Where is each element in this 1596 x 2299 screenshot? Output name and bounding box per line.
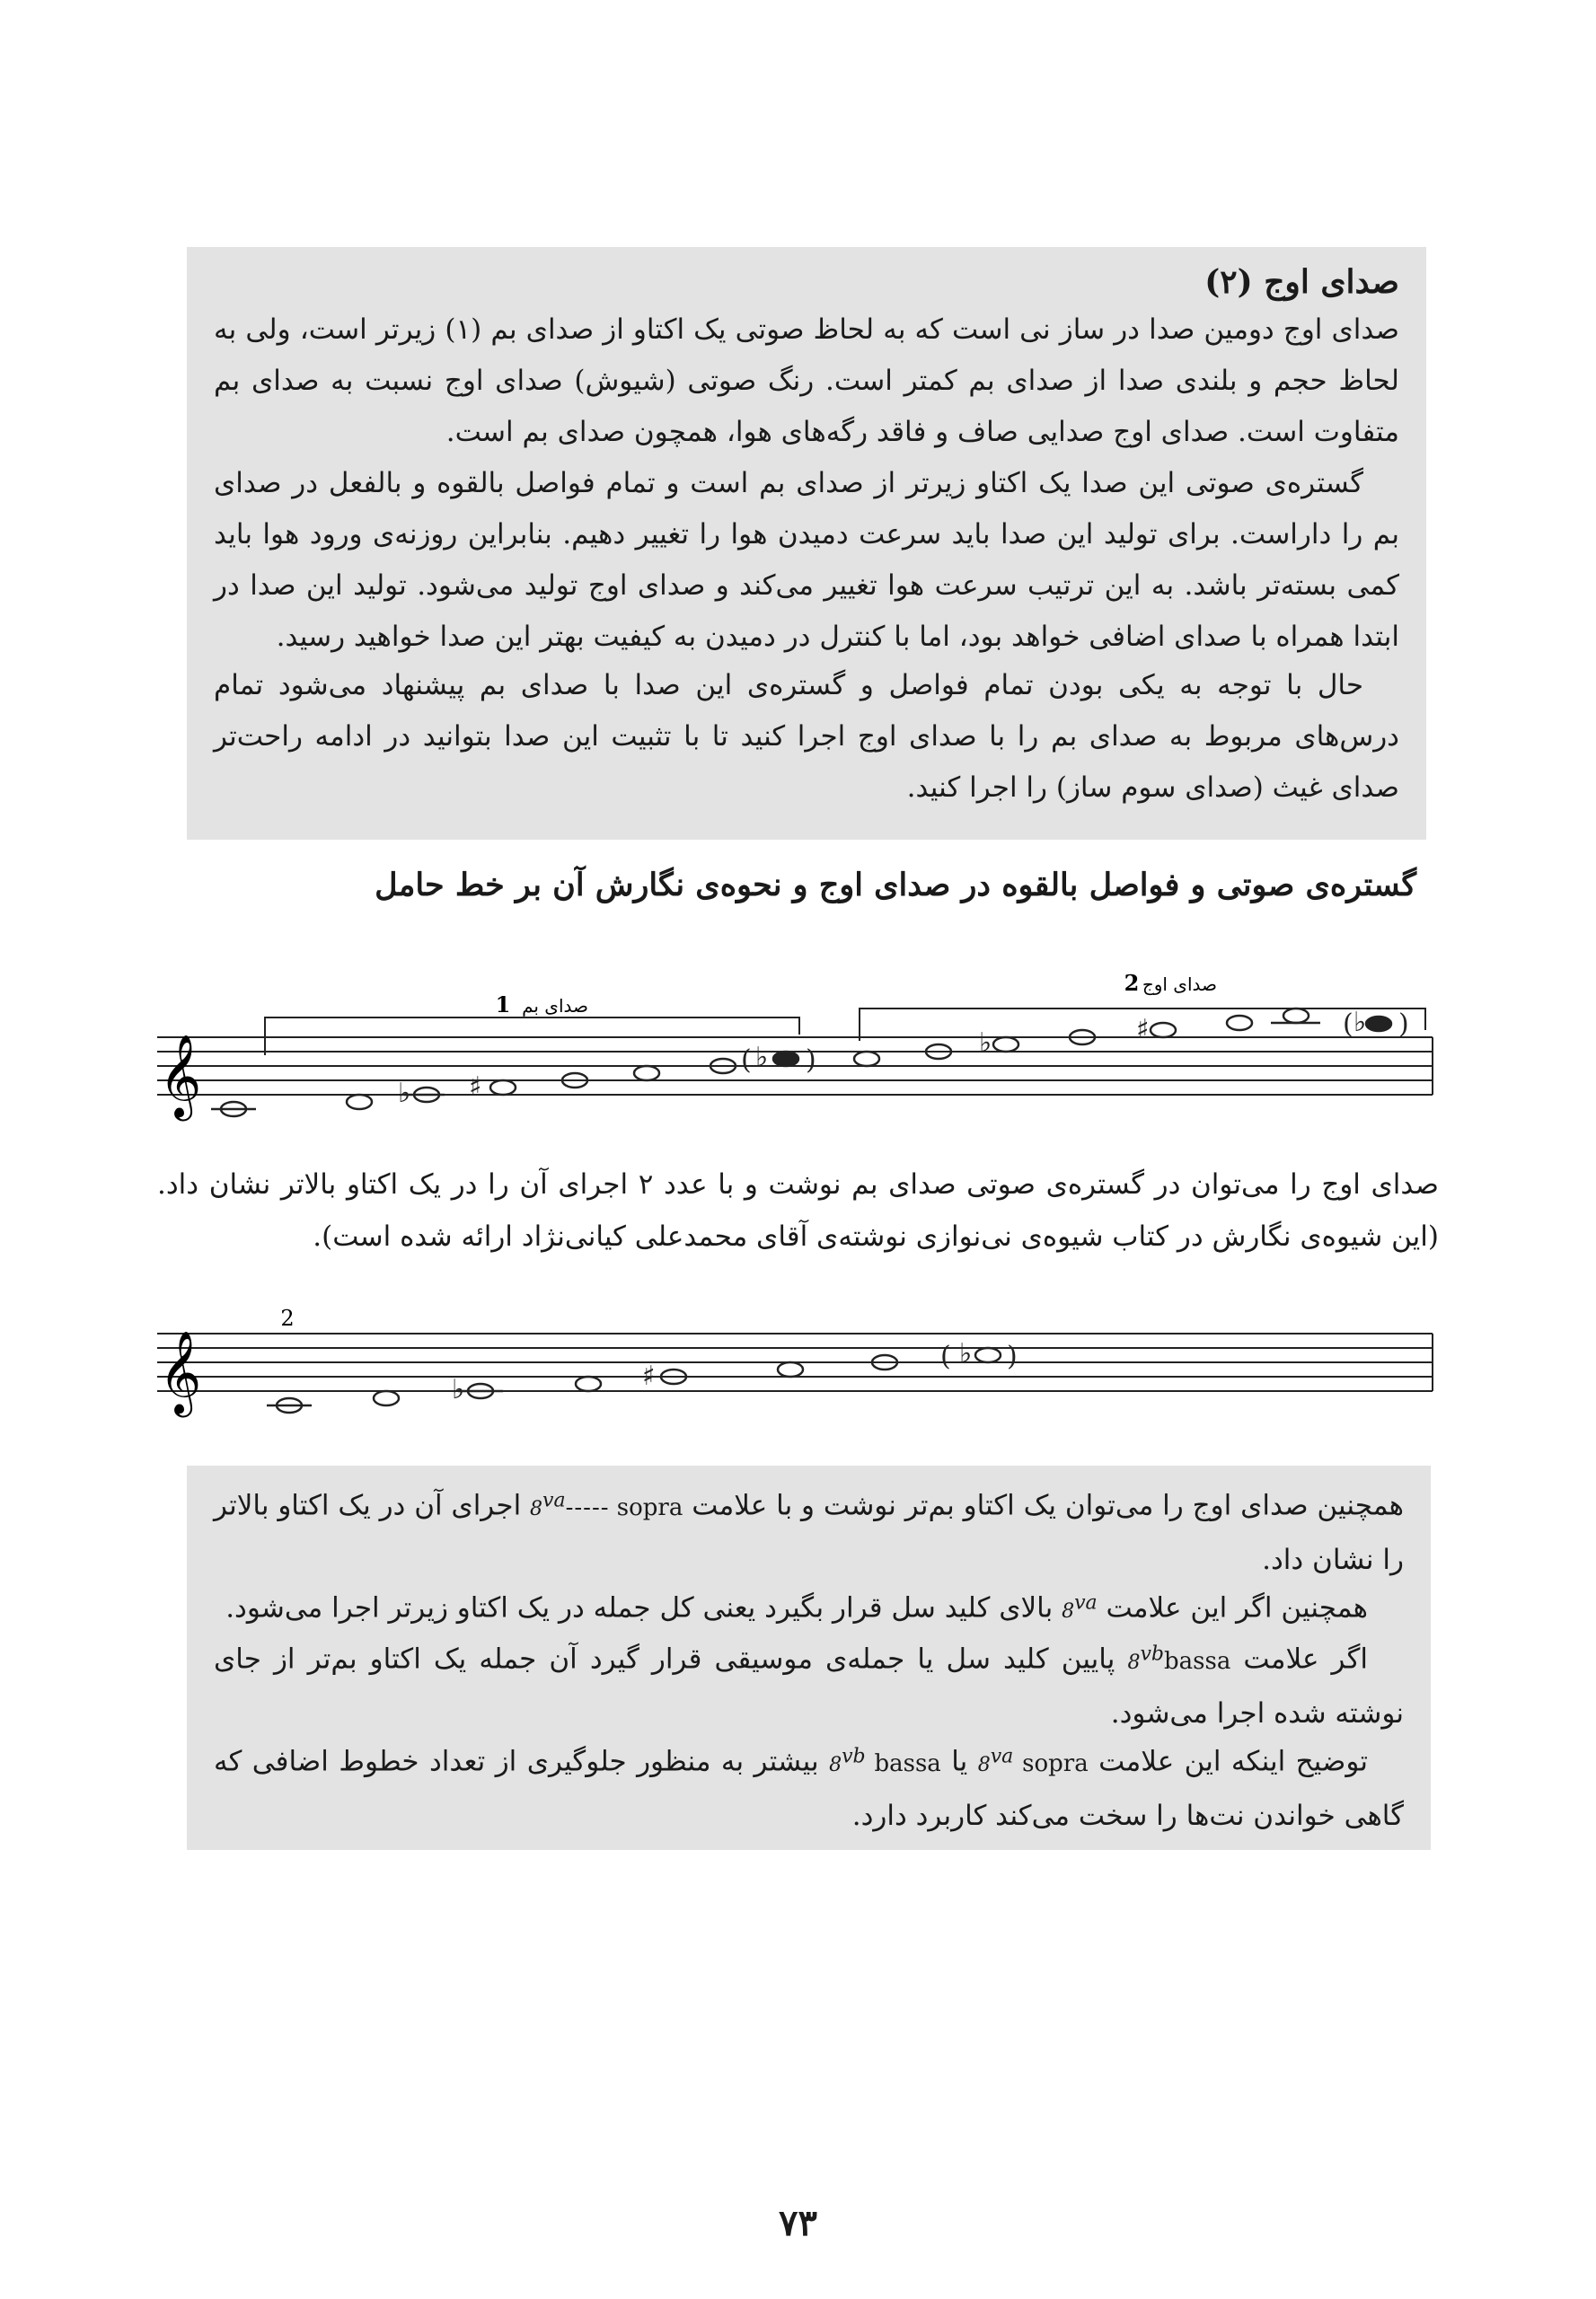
page-number: ۷۳ xyxy=(779,2202,817,2244)
flat-icon: ♭ xyxy=(959,1338,973,1370)
paragraph-1: صدای اوج دومین صدا در ساز نی است که به لحاظ صوتی یک اکتاو از صدای بم (۱) زیرتر است، ولی به لحاظ حجم و بلندی صدا از صدای بم کمتر است. رنگ صوتی (شیوش) صدای اوج نسبت به صدای بم متفاوت است. صدای اوج صدایی صاف و فاقد رگه‌های هوا، همچون صدای بم است. xyxy=(214,313,1399,448)
ottava-paragraph-4: توضیح اینکه این علامت $8^{va}$ sopra یا $8^{vb}$ bassa بیشتر به منظور جلوگیری از تعداد خطوط اضافی که گاهی خواندن نت‌ها را سخت می‌کند کاربرد دارد. xyxy=(214,1745,1404,1832)
sharp-icon: ♯ xyxy=(1136,1014,1150,1045)
accidentals xyxy=(398,1007,1366,1109)
ottava-paragraph-3: اگر علامت $8^{vb}bassa$ پایین کلید سل یا جمله‌ی موسیقی قرار گیرد آن جمله یک اکتاو بم‌تر از جای نوشته شده اجرا می‌شود. xyxy=(214,1643,1404,1730)
flat-icon: ♭ xyxy=(979,1027,992,1059)
ottava-box xyxy=(187,1466,1431,1850)
notes xyxy=(211,1009,1391,1116)
flat-icon: ♭ xyxy=(398,1078,411,1109)
octave-number: 2 xyxy=(280,1306,295,1331)
svg-text:(: ( xyxy=(1343,1009,1354,1040)
flat-icon: ♭ xyxy=(452,1374,465,1405)
intro-box xyxy=(187,247,1426,840)
notes xyxy=(267,1348,1001,1413)
flat-icon: ♭ xyxy=(755,1042,769,1073)
label-owj: صدای اوج xyxy=(1142,973,1217,995)
svg-text:): ) xyxy=(1007,1341,1018,1372)
sharp-icon: ♯ xyxy=(642,1361,656,1392)
treble-clef-icon: 𝄞 xyxy=(159,1034,202,1117)
range-section-title: گستره‌ی صوتی و فواصل بالقوه در صدای اوج و نحوه‌ی نگارش آن بر خط حامل xyxy=(375,867,1416,903)
notation-explanation: صدای اوج را می‌توان در گستره‌ی صوتی صدای بم نوشت و با عدد ۲ اجرای آن را در یک اکتاو بالاتر نشان داد. (این شیوه‌ی نگارش در کتاب شیوه‌ی نی‌نوازی نوشته‌ی آقای محمدعلی کیانی‌نژاد ارائه شده است). xyxy=(157,1168,1440,1253)
svg-text:): ) xyxy=(1398,1009,1409,1040)
paragraph-2: گستره‌ی صوتی این صدا یک اکتاو زیرتر از صدای بم است و تمام فواصل بالقوه و بالفعل در صدای بم را داراست. برای تولید این صدا باید سرعت دمیدن هوا را تغییر دهیم. بنابراین روزنه‌ی ورود هوا باید کمی بسته‌تر باشد. به این ترتیب سرعت هوا تغییر می‌کند و صدای اوج تولید می‌شود. تولید این صدا در ابتدا همراه با صدای اضافی خواهد بود، اما با کنترل در دمیدن به کیفیت بهتر این صدا خواهید رسید. xyxy=(214,467,1399,653)
label-bam-number: 1 xyxy=(495,991,511,1017)
svg-text:(: ( xyxy=(940,1341,951,1372)
treble-clef-icon: 𝄞 xyxy=(159,1330,202,1414)
parentheses xyxy=(940,1341,1018,1372)
music-staff-range xyxy=(157,947,1442,1127)
label-owj-number: 2 xyxy=(1124,970,1140,996)
paragraph-3: حال با توجه به یکی بودن تمام فواصل و گستره‌ی این صدا با صدای بم پیشنهاد می‌شود تمام درس‌های مربوط به صدای بم را با صدای اوج اجرا کنید تا با تثبیت این صدا بتوانید در ادامه راحت‌تر صدای غیث (صدای سوم ساز) را اجرا کنید. xyxy=(214,669,1399,804)
label-bam: صدای بم xyxy=(522,995,588,1017)
svg-text:): ) xyxy=(806,1044,816,1076)
svg-text:(: ( xyxy=(741,1044,752,1076)
ottava-paragraph-2: همچنین اگر این علامت $8^{va}$ بالای کلید سل قرار بگیرد یعنی کل جمله در یک اکتاو زیرتر اجرا می‌شود. xyxy=(225,1591,1368,1625)
flat-icon: ♭ xyxy=(1354,1007,1367,1038)
ottava-paragraph-1: همچنین صدای اوج را می‌توان یک اکتاو بم‌تر نوشت و با علامت $8^{va}-----$ sopra اجرای آن در یک اکتاو بالاتر را نشان داد. xyxy=(214,1489,1404,1576)
staff-lines xyxy=(157,1037,1433,1095)
music-staff-notation xyxy=(157,1293,1442,1446)
sharp-icon: ♯ xyxy=(469,1071,482,1103)
section-heading: صدای اوج (۲) xyxy=(1204,263,1399,301)
